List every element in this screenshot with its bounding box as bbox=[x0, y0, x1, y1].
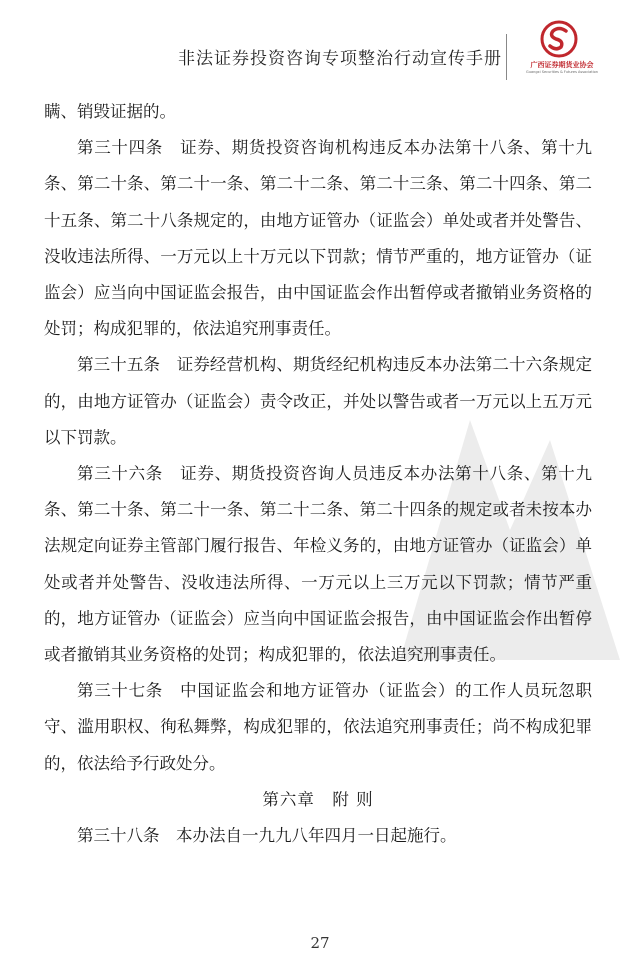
article-36: 第三十六条 证券、期货投资咨询人员违反本办法第十八条、第十九条、第二十条、第二十一条、第二十二条、第二十四条的规定或者未按本办法规定向证券主管部门履行报告、年检义务的，由地方证管办（证监会）单处或者并处警告、没收违法所得、一万元以上三万元以下罚款；情节严重的，地方证管办（证监会）应当向中国证监会报告，由中国证监会作出暂停或者撤销其业务资格的处罚；构成犯罪的，依法追究刑事责任。 bbox=[44, 464, 592, 665]
article-38: 第三十八条 本办法自一九九八年四月一日起施行。 bbox=[77, 826, 457, 846]
chapter-heading: 第六章 附 则 bbox=[262, 789, 374, 809]
paragraph-continuation: 瞒、销毁证据的。 bbox=[44, 102, 176, 121]
association-logo-icon bbox=[540, 20, 578, 58]
page-header bbox=[0, 0, 640, 88]
logo-name-text: 广西证券期货业协会 bbox=[530, 61, 594, 69]
article-34: 第三十四条 证券、期货投资咨询机构违反本办法第十八条、第十九条、第二十条、第二十一条、第二十二条、第二十三条、第二十四条、第二十五条、第二十八条规定的，由地方证管办（证监会）单处或者并处警告、没收违法所得、一万元以上十万元以下罚款；情节严重的，地方证管办（证监会）应当向中国证监会报告，由中国证监会作出暂停或者撤销业务资格的处罚；构成犯罪的，依法追究刑事责任。 bbox=[44, 138, 592, 339]
header-divider bbox=[506, 34, 507, 80]
association-logo bbox=[514, 20, 610, 84]
page-number: 27 bbox=[310, 934, 330, 952]
document-body bbox=[44, 94, 592, 854]
header-title: 非法证券投资咨询专项整治行动宣传手册 bbox=[178, 49, 502, 69]
logo-subtitle-text: Guangxi Securities & Futures Association bbox=[526, 70, 598, 74]
article-37: 第三十七条 中国证监会和地方证管办（证监会）的工作人员玩忽职守、滥用职权、徇私舞弊，构成犯罪的，依法追究刑事责任；尚不构成犯罪的，依法给予行政处分。 bbox=[44, 681, 592, 773]
article-35: 第三十五条 证券经营机构、期货经纪机构违反本办法第二十六条规定的，由地方证管办（证监会）责令改正，并处以警告或者一万元以上五万元以下罚款。 bbox=[44, 355, 592, 447]
